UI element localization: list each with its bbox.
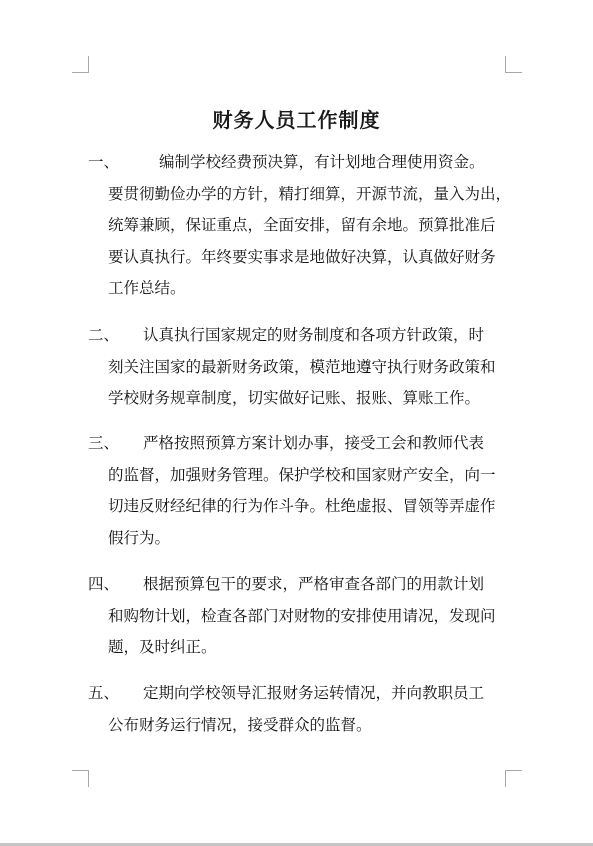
- section-1-line-5: 工作总结。: [108, 279, 186, 297]
- section-5-line-2: 公布财务运行情况，接受群众的监督。: [108, 715, 372, 734]
- section-4-line-2: 和购物计划，检查各部门对财物的安排使用请况，发现问: [108, 606, 496, 625]
- section-1-line-2: 要贯彻勤俭办学的方针，精打细算，开源节流，量入为出，: [108, 184, 512, 203]
- section-2-line-1: 认真执行国家规定的财务制度和各项方针政策，时: [143, 326, 485, 344]
- section-5-marker: 五、: [88, 684, 120, 702]
- section-5: [88, 678, 508, 741]
- document-title: 财务人员工作制度: [212, 108, 381, 132]
- section-1: [88, 147, 512, 305]
- section-3: [88, 428, 508, 554]
- section-3-line-3: 切违反财经纪律的行为作斗争。杜绝虚报、冒领等弄虚作: [108, 497, 496, 515]
- section-3-line-4: 假行为。: [108, 528, 171, 547]
- section-3-line-2: 的监督，加强财务管理。保护学校和国家财产安全，向一: [108, 465, 496, 484]
- section-2-marker: 二、: [88, 326, 120, 344]
- section-3-marker: 三、: [88, 434, 120, 452]
- section-4-marker: 四、: [88, 575, 120, 593]
- section-5-line-1: 定期向学校领导汇报财务运转情况，并向教职员工: [143, 684, 485, 702]
- section-1-line-3: 统筹兼顾，保证重点，全面安排，留有余地。预算批准后: [108, 216, 496, 234]
- crop-mark-bottom-right: [505, 770, 522, 787]
- section-2: [88, 320, 508, 415]
- section-1-marker: 一、: [88, 153, 120, 171]
- section-2-line-3: 学校财务规章制度，切实做好记账、报账、算账工作。: [108, 389, 481, 407]
- section-4-line-3: 题，及时纠正。: [108, 638, 217, 656]
- section-3-line-1: 严格按照预算方案计划办事，接受工会和教师代表: [143, 434, 485, 452]
- crop-mark-top-left: [72, 56, 89, 73]
- section-2-line-2: 刻关注国家的最新财务政策，模范地遵守执行财务政策和: [108, 357, 496, 376]
- section-1-line-4: 要认真执行。年终要实事求是地做好决算，认真做好财务: [108, 247, 496, 266]
- section-1-line-1: 编制学校经费预决算，有计划地合理使用资金。: [159, 153, 485, 171]
- section-4-line-1: 根据预算包干的要求，严格审查各部门的用款计划: [143, 575, 485, 593]
- crop-mark-bottom-left: [72, 770, 89, 787]
- section-4: [88, 569, 508, 664]
- crop-mark-top-right: [505, 56, 522, 73]
